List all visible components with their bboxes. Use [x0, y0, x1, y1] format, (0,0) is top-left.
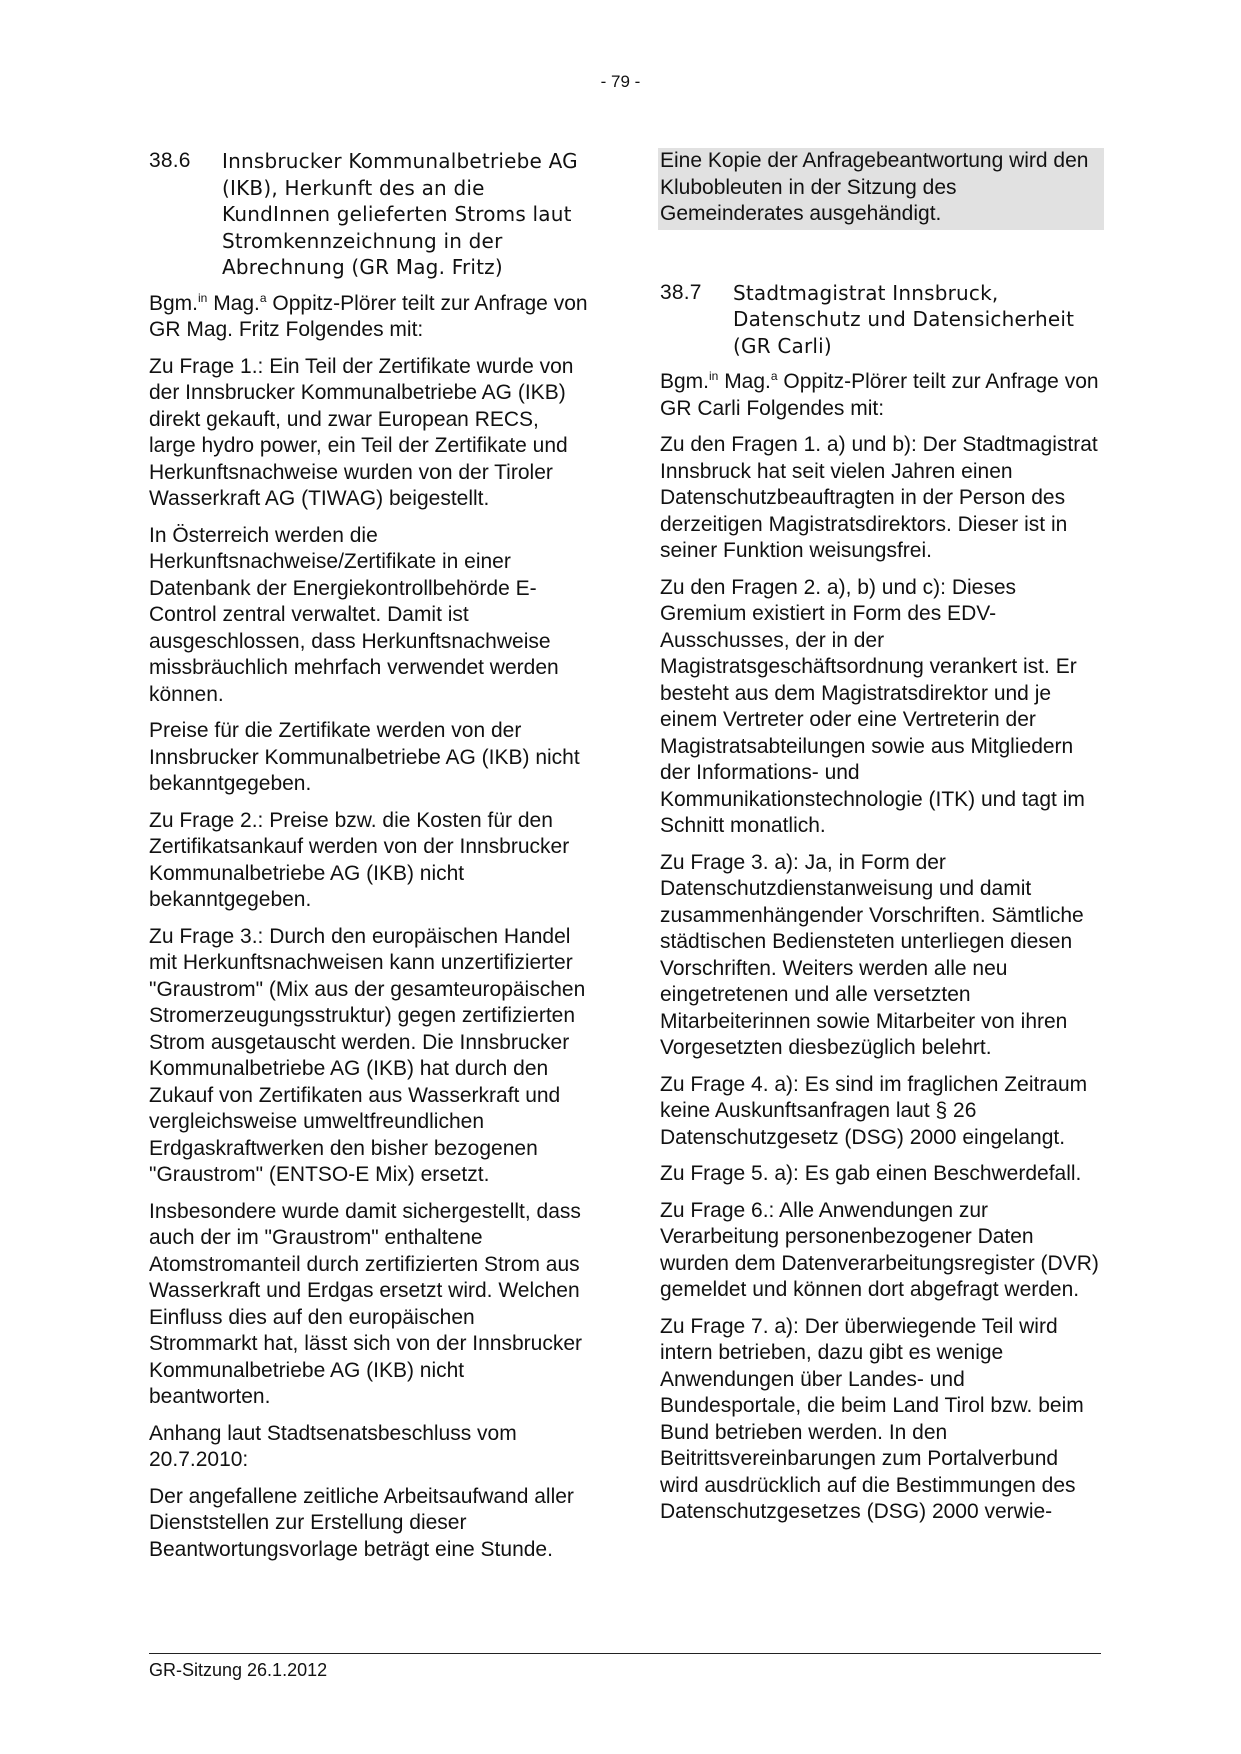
- footer-divider: [149, 1653, 1101, 1654]
- page-number: - 79 -: [600, 72, 641, 91]
- section-heading-38-6: [149, 148, 589, 281]
- paragraph: Zu den Fragen 1. a) und b): Der Stadtmagistrat Innsbruck hat seit vielen Jahren einen Datenschutzbeauftragten in der Person des derzeitigen Magistratsdirektors. Dieser ist in seiner Funktion weisungsfrei.: [660, 433, 1098, 562]
- paragraph: Insbesondere wurde damit sichergestellt, dass auch der im "Graustrom" enthaltene Atomstromanteil durch zertifizierten Strom aus Wasserkraft und Erdgas ersetzt wird. Welchen Einfluss dies auf den europäischen Strommarkt hat, lässt sich von der Innsbrucker Kommunalbetriebe AG (IKB) nicht beantworten.: [149, 1199, 582, 1408]
- paragraph: Zu Frage 4. a): Es sind im fraglichen Zeitraum keine Auskunftsanfragen laut § 26 Datenschutzgesetz (DSG) 2000 eingelangt.: [660, 1072, 1088, 1149]
- paragraph: Zu Frage 5. a): Es gab einen Beschwerdefall.: [660, 1162, 1082, 1185]
- section-heading-38-7: [660, 280, 1100, 360]
- paragraph: Zu Frage 6.: Alle Anwendungen zur Verarbeitung personenbezogener Daten wurden dem Datenverarbeitungsregister (DVR) gemeldet und können dort abgefragt werden.: [660, 1198, 1099, 1301]
- paragraph: Anhang laut Stadtsenatsbeschluss vom 20.7.2010:: [149, 1421, 517, 1471]
- paragraph: Zu Frage 1.: Ein Teil der Zertifikate wurde von der Innsbrucker Kommunalbetriebe AG (IKB) direkt gekauft, und zwar European RECS, large hydro power, ein Teil der Zertifikate und Herkunftsnachweise wurden von der Tiroler Wasserkraft AG (TIWAG) beigestellt.: [149, 354, 574, 510]
- paragraph: Preise für die Zertifikate werden von der Innsbrucker Kommunalbetriebe AG (IKB) nicht bekanntgegeben.: [149, 719, 580, 795]
- left-column: [149, 148, 589, 1573]
- section-title: Innsbrucker Kommunalbetriebe AG (IKB), Herkunft des an die KundInnen gelieferten Stroms laut Stromkennzeichnung in der Abrechnung (GR Mag. Fritz): [222, 149, 578, 279]
- intro-paragraph: Bgm.$^{in}$ Mag.$^a$ Oppitz-Plörer teilt zur Anfrage von GR Mag. Fritz Folgendes mit:: [149, 290, 588, 341]
- paragraph: Der angefallene zeitliche Arbeitsaufwand aller Dienststellen zur Erstellung dieser Beantwortungsvorlage beträgt eine Stunde.: [149, 1484, 574, 1561]
- paragraph: In Österreich werden die Herkunftsnachweise/Zertifikate in einer Datenbank der Energiekontrollbehörde E-Control zentral verwaltet. Damit ist ausgeschlossen, dass Herkunftsnachweise missbräuchlich mehrfach verwendet werden können.: [149, 523, 559, 706]
- section-title: Stadtmagistrat Innsbruck, Datenschutz und Datensicherheit (GR Carli): [733, 280, 1075, 358]
- section-number: 38.6: [149, 149, 191, 172]
- intro-paragraph: Bgm.$^{in}$ Mag.$^a$ Oppitz-Plörer teilt zur Anfrage von GR Carli Folgendes mit:: [660, 369, 1099, 420]
- highlight-box: Eine Kopie der Anfragebeantwortung wird den Klubobleuten in der Sitzung des Gemeinderates ausgehändigt.: [658, 148, 1104, 230]
- paragraph: Zu Frage 2.: Preise bzw. die Kosten für den Zertifikatsankauf werden von der Innsbrucker Kommunalbetriebe AG (IKB) nicht bekanntgegeben.: [149, 808, 570, 911]
- paragraph: Zu Frage 3.: Durch den europäischen Handel mit Herkunftsnachweisen kann unzertifizierter "Graustrom" (Mix aus der gesamteuropäischen Stromerzeugungsstruktur) gegen zertifizierten Strom ausgetauscht werden. Die Innsbrucker Kommunalbetriebe AG (IKB) hat durch den Zukauf von Zertifikaten aus Wasserkraft und vergleichsweise umweltfreundlichen Erdgaskraftwerken den bisher bezogenen "Graustrom" (ENTSO-E Mix) ersetzt.: [149, 924, 586, 1186]
- footer-text: GR-Sitzung 26.1.2012: [149, 1660, 328, 1680]
- paragraph: Zu Frage 3. a): Ja, in Form der Datenschutzdienstanweisung und damit zusammenhängender Vorschriften. Sämtliche städtischen Bediensteten unterliegen diesen Vorschriften. Weiters werden alle neu eingetretenen und alle versetzten Mitarbeiterinnen sowie Mitarbeiter von ihren Vorgesetzten diesbezüglich belehrt.: [660, 850, 1084, 1059]
- section-number: 38.7: [660, 280, 702, 304]
- right-column: [660, 148, 1100, 1536]
- paragraph: Zu den Fragen 2. a), b) und c): Dieses Gremium existiert in Form des EDV-Ausschusses, der in der Magistratsgeschäftsordnung verankert ist. Er besteht aus dem Magistratsdirektor und je einem Vertreter oder eine Vertreterin der Magistratsabteilungen sowie aus Mitgliedern der Informations- und Kommunikationstechnologie (ITK) und tagt im Schnitt monatlich.: [660, 575, 1085, 837]
- paragraph: Zu Frage 7. a): Der überwiegende Teil wird intern betrieben, dazu gibt es wenige Anwendungen über Landes- und Bundesportale, die beim Land Tirol bzw. beim Bund betrieben werden. In den Beitrittsvereinbarungen zum Portalverbund wird ausdrücklich auf die Bestimmungen des Datenschutzgesetzes (DSG) 2000 verwie-: [660, 1314, 1084, 1523]
